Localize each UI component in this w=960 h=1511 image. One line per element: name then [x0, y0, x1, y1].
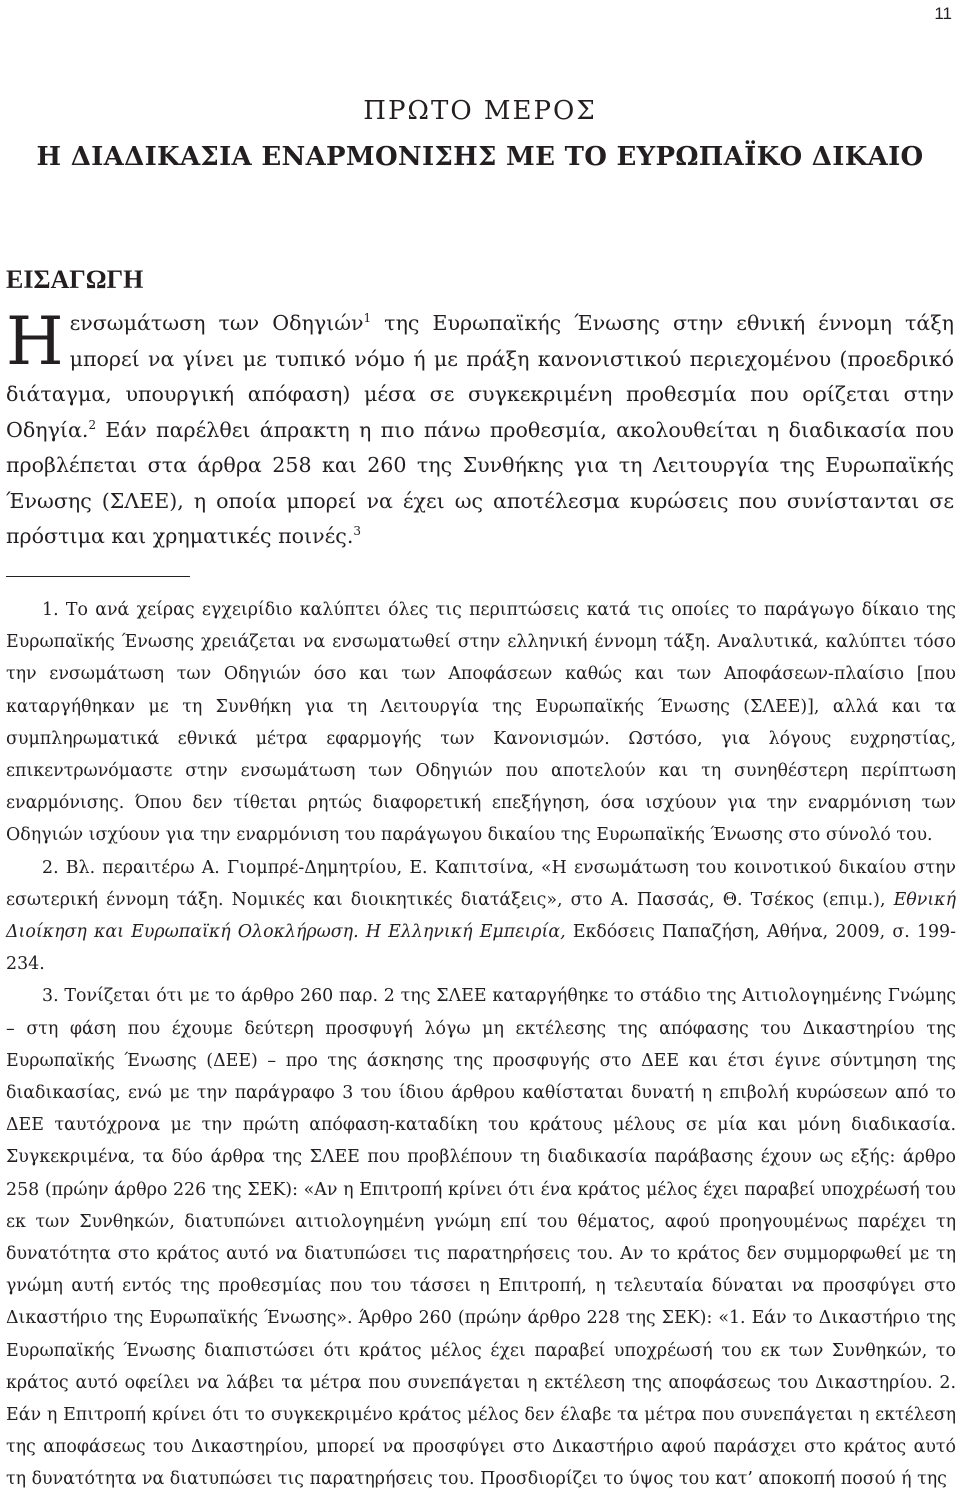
footnote-2-book-title: Εθνική Διοίκηση και Ευρωπαϊκή Ολοκλήρωση. Η Ελληνική Εμπειρία,: [6, 889, 956, 943]
footnotes: [6, 594, 956, 1496]
footnote-ref-3[interactable]: 3: [353, 524, 362, 538]
intro-text-1: ενσωμάτωση των Οδηγιών: [69, 311, 364, 335]
footnote-ref-1[interactable]: 1: [363, 311, 372, 325]
footnote-3: 3. Τονίζεται ότι με το άρθρο 260 παρ. 2 της ΣΛΕΕ καταργήθηκε το στάδιο της Αιτιολογημένης Γνώμης – στη φάση που έχουμε δεύτερη προσφυγή λόγω μη εκτέλεσης της απόφασης του Δικαστηρίου της Ευρωπαϊκής Ένωσης (ΔΕΕ) – προ της άσκησης της προσφυγής στο ΔΕΕ και έτσι έγινε σύντμηση της διαδικασίας, ενώ με την παράγραφο 3 του ίδιου άρθρου καθίσταται δυνατή η επιβολή κυρώσεων από το ΔΕΕ ταυτόχρονα με την πρώτη απόφαση-καταδίκη του κράτους μέλους σε μία και μόνη διαδικασία. Συγκεκριμένα, τα δύο άρθρα της ΣΛΕΕ που προβλέπουν τη διαδικασία παράβασης έχουν ως εξής: άρθρο 258 (πρώην άρθρο 226 της ΣΕΚ): «Αν η Επιτροπή κρίνει ότι ένα κράτος μέλος έχει παραβεί υποχρέωσή του εκ των Συνθηκών, διατυπώνει αιτιολογημένη γνώμη επί του θέματος, αφού προηγουμένως παρέχει τη δυνατότητα στο κράτος αυτό να διατυπώσει τις παρατηρήσεις του. Αν το κράτος δεν συμμορφωθεί με τη γνώμη αυτή εντός της προθεσμίας που του τάσσει η Επιτροπή, η τελευταία δύναται να προσφύγει στο Δικαστήριο της Ευρωπαϊκής Ένωσης». Άρθρο 260 (πρώην άρθρο 228 της ΣΕΚ): «1. Εάν το Δικαστήριο της Ευρωπαϊκής Ένωσης διαπιστώσει ότι κράτος μέλος έχει παραβεί υποχρέωσή του εκ των Συνθηκών, το κράτος αυτό οφείλει να λάβει τα μέτρα που συνεπάγεται η εκτέλεση της αποφάσεως του Δικαστηρίου. 2. Εάν η Επιτροπή κρίνει ότι το συγκεκριμένο κράτος μέλος δεν έλαβε τα μέτρα που συνεπάγεται η εκτέλεση της αποφάσεως του Δικαστηρίου, μπορεί να προσφύγει στο Δικαστήριο αφού παράσχει στο κράτος αυτό τη δυνατότητα να διατυπώσει τις παρατηρήσεις του. Προσδιορίζει το ύψος του κατ’ αποκοπή ποσού ή της: [6, 986, 956, 1490]
footnote-2-text: 2. Βλ. περαιτέρω Α. Γιομπρέ-Δημητρίου, Ε. Καπιτσίνα, «Η ενσωμάτωση του κοινοτικού δικαίου στην εσωτερική έννομη τάξη. Νομικές και διοικητικές διατάξεις», στο Α. Πασσάς, Θ. Τσέκος (επιμ.),: [6, 857, 956, 910]
drop-cap: Η: [6, 303, 64, 380]
part-title: ΠΡΩΤΟ ΜΕΡΟΣ: [363, 96, 597, 126]
intro-text-2: της Ευρωπαϊκής Ένωσης στην εθνική έννομη τάξη μπορεί να γίνει με τυπικό νόμο ή με πράξη κανονιστικού περιεχομένου (προεδρικό διάταγμα, υπουργική απόφαση) μέσα σε συγκεκριμένη προθεσμία που ορίζεται στην Οδηγία.: [6, 311, 955, 442]
footnote-ref-2[interactable]: 2: [88, 417, 97, 432]
footnote-1: 1. Το ανά χείρας εγχειρίδιο καλύπτει όλες τις περιπτώσεις κατά τις οποίες το παράγωγο δίκαιο της Ευρωπαϊκής Ένωσης χρειάζεται να ενσωματωθεί στην ελληνική έννομη τάξη. Αναλυτικά, καλύπτει τόσο την ενσωμάτωση των Οδηγιών όσο και των Αποφάσεων καθώς και των Αποφάσεων-πλαίσιο [που καταργήθηκαν με τη Συνθήκη για τη Λειτουργία της Ευρωπαϊκής Ένωσης (ΣΛΕΕ)], αλλά και τα συμπληρωματικά εθνικά μέτρα εφαρμογής των Κανονισμών. Ωστόσο, για λόγους ευχρηστίας, επικεντρωνόμαστε στην ενσωμάτωση των Οδηγιών που αποτελούν και τη συνηθέστερη περίπτωση εναρμόνισης. Όπου δεν τίθεται ρητώς διαφορετική επεξήγηση, όσα ισχύουν για την εναρμόνιση των Οδηγιών ισχύουν για την εναρμόνιση του παράγωγου δικαίου της Ευρωπαϊκής Ένωσης στο σύνολό του.: [6, 600, 956, 846]
intro-text-3: Εάν παρέλθει άπρακτη η πιο πάνω προθεσμία, ακολουθείται η διαδικασία που προβλέπεται στα άρθρα 258 και 260 της Συνθήκης για τη Λειτουργία της Ευρωπαϊκής Ένωσης (ΣΛΕΕ), η οποία μπορεί να έχει ως αποτέλεσμα κυρώσεις που συνίστανται σε πρόστιμα και χρηματικές ποινές.: [6, 417, 954, 548]
footnote-2: [6, 852, 956, 981]
page-number: 11: [934, 4, 952, 23]
footnote-separator: [6, 576, 190, 577]
part-subtitle: Η ΔΙΑΔΙΚΑΣΙΑ ΕΝΑΡΜΟΝΙΣΗΣ ΜΕ ΤΟ ΕΥΡΩΠΑΪΚΟ ΔΙΚΑΙΟ: [36, 142, 924, 172]
intro-paragraph: [6, 303, 955, 555]
footnote-2-publisher: Εκδόσεις Παπαζήση, Αθήνα, 2009, σ. 199-234.: [6, 922, 956, 975]
section-heading: ΕΙΣΑΓΩΓΗ: [6, 265, 144, 294]
